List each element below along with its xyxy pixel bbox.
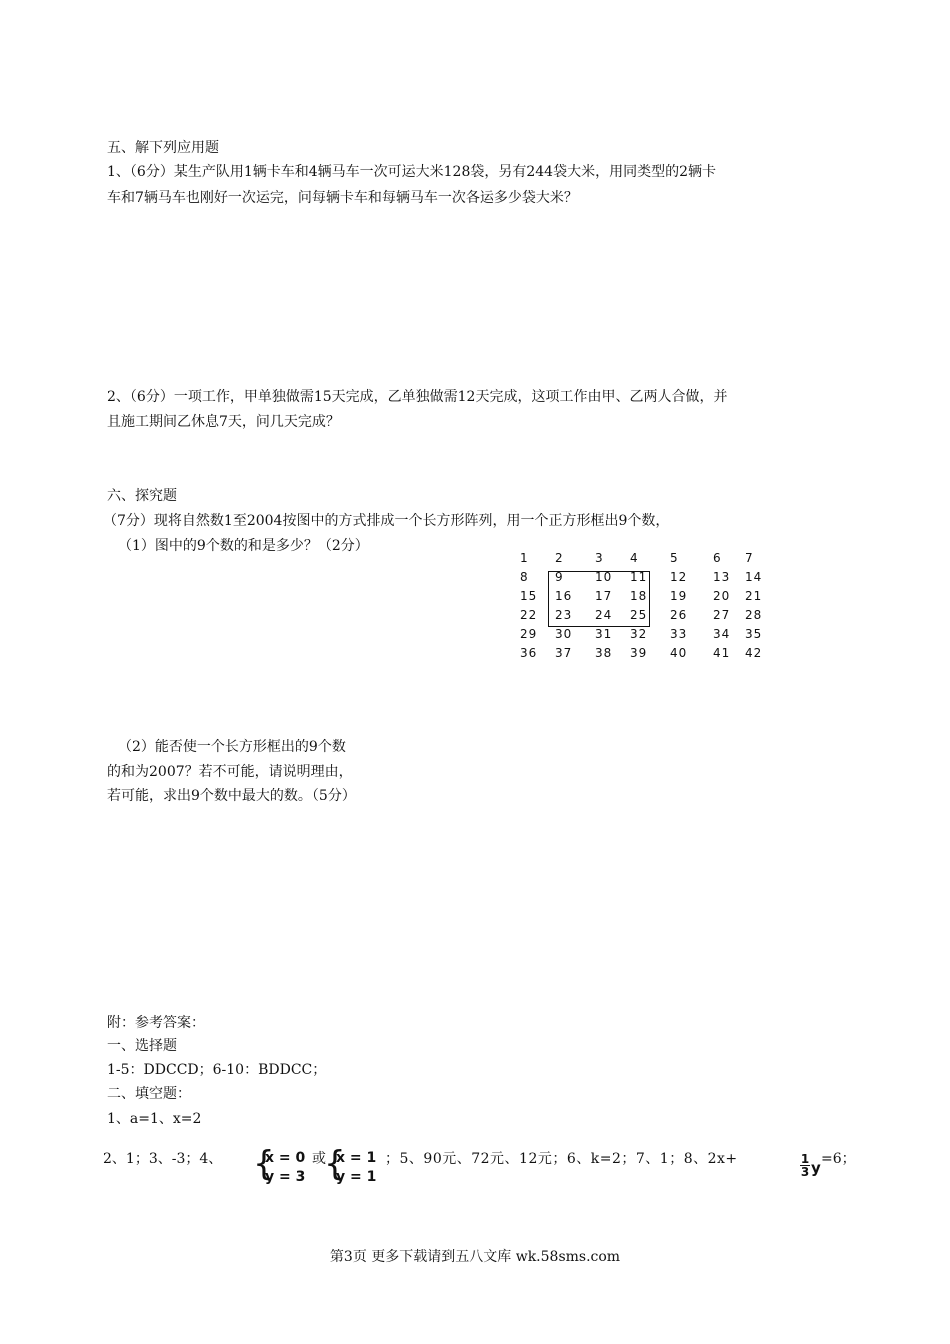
- array-cell: 41: [713, 646, 731, 660]
- choice-heading: 一、选择题: [107, 1038, 177, 1054]
- array-cell: 29: [520, 627, 538, 641]
- array-cell: 27: [713, 608, 731, 622]
- section6-heading: 六、探究题: [107, 488, 177, 504]
- array-cell: 5: [670, 551, 679, 565]
- array-cell: 14: [745, 570, 763, 584]
- left-brace-icon: {: [324, 1144, 346, 1184]
- array-cell: 24: [595, 608, 613, 622]
- array-cell: 13: [713, 570, 731, 584]
- array-cell: 18: [630, 589, 648, 603]
- array-cell: 37: [555, 646, 573, 660]
- choice-answers: 1-5：DDCCD；6-10：BDDCC；: [107, 1062, 327, 1078]
- array-cell: 33: [670, 627, 688, 641]
- array-cell: 40: [670, 646, 688, 660]
- square-frame: [548, 571, 650, 627]
- array-cell: 11: [630, 570, 648, 584]
- array-cell: 26: [670, 608, 688, 622]
- array-cell: 31: [595, 627, 613, 641]
- fraction-numerator: 1: [800, 1152, 810, 1166]
- system-1-bottom: y = 3: [265, 1169, 306, 1185]
- section5-heading: 五、解下列应用题: [107, 140, 219, 156]
- array-cell: 19: [670, 589, 688, 603]
- left-brace-icon: {: [253, 1144, 275, 1184]
- section6-intro: （7分）现将自然数1至2004按图中的方式排成一个长方形阵列，用一个正方形框出9个数，: [103, 513, 670, 529]
- section6-part-2-line-1: （2）能否使一个长方形框出的9个数: [118, 739, 346, 755]
- array-cell: 1: [520, 551, 529, 565]
- array-cell: 3: [595, 551, 604, 565]
- fill-answer-2-middle: ；5、90元、72元、12元；6、k=2；7、1；8、2x+: [385, 1151, 738, 1167]
- system-2-top: x = 1: [336, 1150, 377, 1166]
- array-cell: 35: [745, 627, 763, 641]
- array-cell: 6: [713, 551, 722, 565]
- fraction: [800, 1153, 810, 1178]
- array-cell: 21: [745, 589, 763, 603]
- array-cell: 22: [520, 608, 538, 622]
- array-cell: 16: [555, 589, 573, 603]
- array-cell: 32: [630, 627, 648, 641]
- section6-part-2-line-2: 的和为2007？若不可能，请说明理由，: [107, 764, 353, 780]
- array-cell: 10: [595, 570, 613, 584]
- array-cell: 9: [555, 570, 564, 584]
- section6-part-1: （1）图中的9个数的和是多少？（2分）: [118, 538, 369, 554]
- or-word: 或: [312, 1151, 326, 1167]
- equation-system-2: [336, 1149, 376, 1187]
- question-2-line-1: 2、（6分）一项工作，甲单独做需15天完成，乙单独做需12天完成，这项工作由甲、乙两人合做，并: [107, 389, 728, 405]
- array-cell: 25: [630, 608, 648, 622]
- variable-y: y: [811, 1159, 821, 1177]
- array-cell: 12: [670, 570, 688, 584]
- answers-heading: 附：参考答案：: [107, 1015, 205, 1031]
- system-1-top: x = 0: [265, 1150, 306, 1166]
- section6-part-2-line-3: 若可能，求出9个数中最大的数。（5分）: [107, 788, 356, 804]
- array-cell: 7: [745, 551, 754, 565]
- fill-answer-2-prefix: 2、1；3、-3；4、: [103, 1151, 223, 1167]
- array-cell: 8: [520, 570, 529, 584]
- array-cell: 42: [745, 646, 763, 660]
- array-cell: 15: [520, 589, 538, 603]
- fill-answer-2-suffix: =6；: [821, 1151, 856, 1167]
- array-cell: 36: [520, 646, 538, 660]
- array-cell: 20: [713, 589, 731, 603]
- question-1-line-1: 1、（6分）某生产队用1辆卡车和4辆马车一次可运大米128袋，另有244袋大米，用同类型的2辆卡: [107, 164, 716, 180]
- array-cell: 39: [630, 646, 648, 660]
- page-footer: 第3页 更多下载请到五八文库 wk.58sms.com: [329, 1249, 621, 1265]
- array-cell: 30: [555, 627, 573, 641]
- array-cell: 34: [713, 627, 731, 641]
- fraction-denominator: 3: [800, 1165, 810, 1179]
- equation-system-1: [265, 1149, 305, 1187]
- system-2-bottom: y = 1: [336, 1169, 377, 1185]
- array-cell: 2: [555, 551, 564, 565]
- array-cell: 4: [630, 551, 639, 565]
- fill-heading: 二、填空题：: [107, 1086, 191, 1102]
- array-cell: 28: [745, 608, 763, 622]
- question-1-line-2: 车和7辆马车也刚好一次运完，问每辆卡车和每辆马车一次各运多少袋大米？: [107, 190, 578, 206]
- fill-answer-1: 1、a=1、x=2: [107, 1111, 202, 1127]
- question-2-line-2: 且施工期间乙休息7天，问几天完成？: [107, 414, 340, 430]
- array-cell: 23: [555, 608, 573, 622]
- array-cell: 17: [595, 589, 613, 603]
- array-cell: 38: [595, 646, 613, 660]
